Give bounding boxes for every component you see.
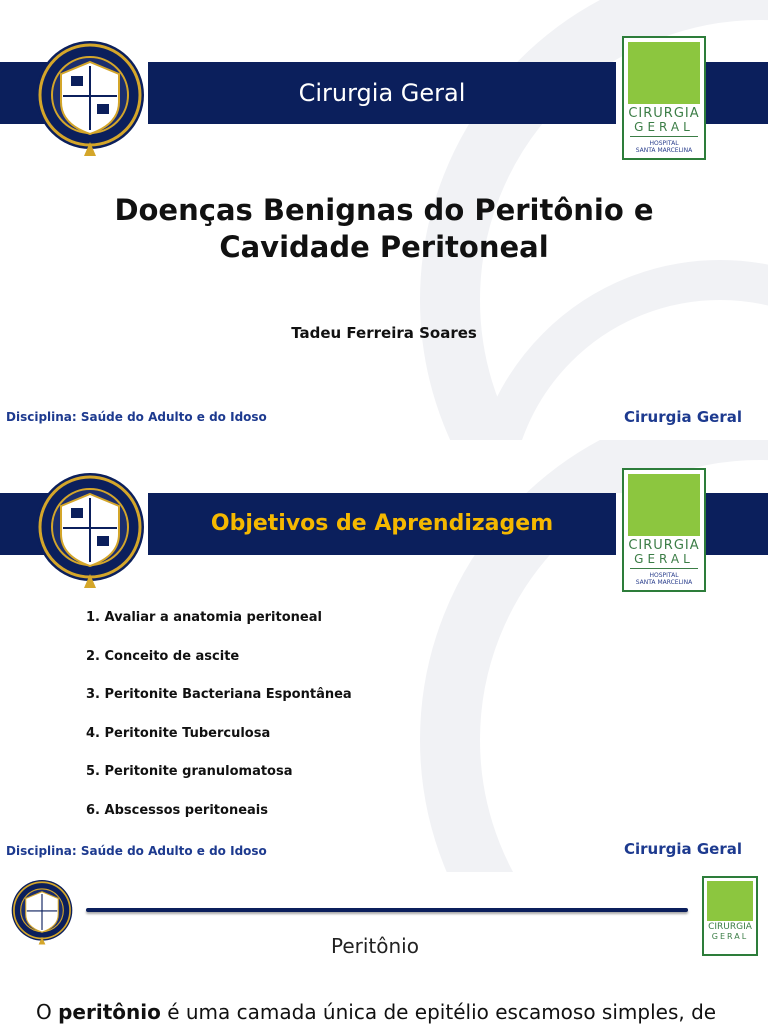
cirurgia-geral-logo <box>622 468 706 592</box>
list-item: 6. Abscessos peritoneais <box>86 802 268 818</box>
logo-text: GERAL <box>634 120 694 134</box>
slide-objectives <box>0 440 768 872</box>
logo-image <box>707 881 753 921</box>
list-item: 5. Peritonite granulomatosa <box>86 764 293 780</box>
logo-subtext: HOSPITAL SANTA MARCELINA <box>635 572 693 586</box>
logo-text: GERAL <box>634 552 694 566</box>
logo-text: CIRURGIA <box>708 922 752 932</box>
list-item: 1. Avaliar a anatomia peritoneal <box>86 610 322 625</box>
footer-course: Cirurgia Geral <box>624 408 742 426</box>
slide-peritonio <box>0 872 768 1024</box>
list-item: 4. Peritonite Tuberculosa <box>86 725 271 741</box>
body-paragraph: O peritônio é uma camada única de epitélio escamoso simples, de <box>36 1000 717 1024</box>
objectives-list <box>86 608 352 840</box>
footer-course: Cirurgia Geral <box>624 840 742 858</box>
logo-text: GERAL <box>711 932 749 941</box>
title-rule <box>86 908 688 912</box>
header-title: Cirurgia Geral <box>298 79 466 107</box>
logo-image <box>628 42 700 104</box>
logo-text: CIRURGIA <box>628 106 700 121</box>
presentation-title: Doenças Benignas do Peritônio e Cavidade Peritoneal <box>114 193 654 264</box>
logo-image <box>628 474 700 536</box>
logo-text: CIRURGIA <box>628 538 700 553</box>
slide-title <box>0 0 768 440</box>
author-name: Tadeu Ferreira Soares <box>291 324 477 342</box>
list-item: 3. Peritonite Bacteriana Espontânea <box>86 687 352 703</box>
university-seal-icon <box>33 470 147 590</box>
footer-discipline: Disciplina: Saúde do Adulto e do Idoso <box>6 844 267 858</box>
header-title: Objetivos de Aprendizagem <box>210 511 554 536</box>
slide-heading: Peritônio <box>331 934 419 958</box>
logo-subtext: HOSPITAL SANTA MARCELINA <box>635 140 693 154</box>
cirurgia-geral-logo <box>622 36 706 160</box>
footer-discipline: Disciplina: Saúde do Adulto e do Idoso <box>6 410 267 424</box>
university-seal-icon <box>33 38 147 158</box>
list-item: 2. Conceito de ascite <box>86 648 240 664</box>
